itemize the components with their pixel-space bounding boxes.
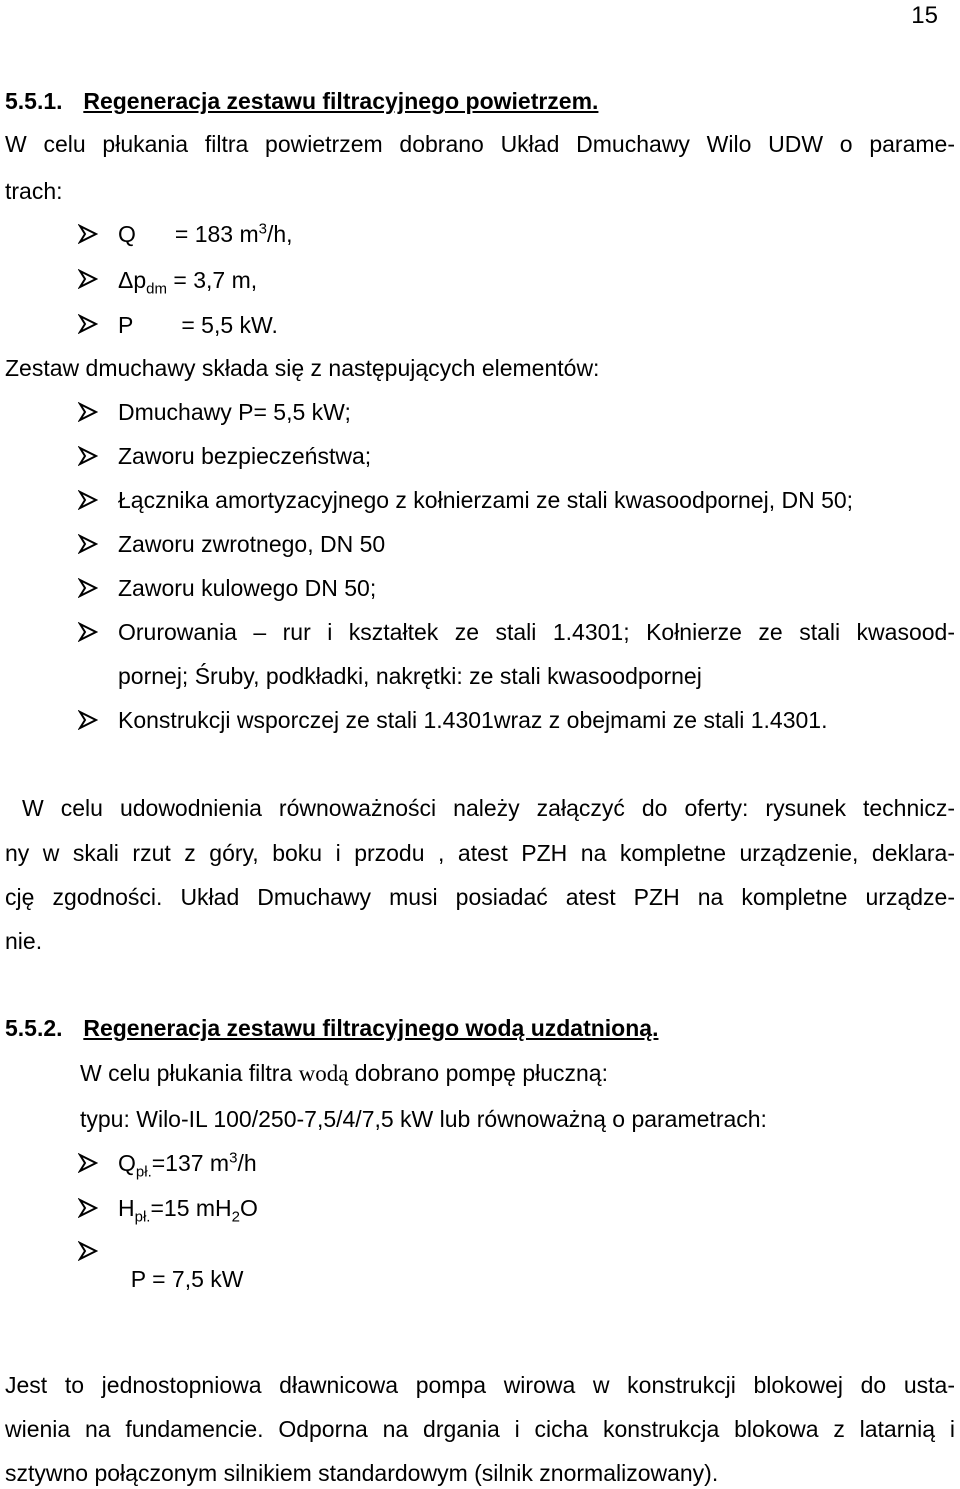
arrow-bullet-icon [78,402,98,422]
section-heading [5,87,598,115]
arrow-bullet-icon [78,446,98,466]
arrow-bullet-icon [78,1241,98,1261]
paragraph-line: nie. [5,928,43,954]
section-number: 5.5.1. [5,88,63,114]
param-q: Q = 183 $m^3/h$, [118,220,293,247]
paragraph-line: Jest to jednostopniowa dławnicowa pompa wirowa w konstrukcji blokowej do usta- [5,1372,955,1398]
list-item: Konstrukcji wsporczej ze stali 1.4301wraz z obejmami ze stali 1.4301. [118,707,828,733]
intro-line: trach: [5,178,63,204]
arrow-bullet-icon [78,1198,98,1218]
arrow-bullet-icon [78,578,98,598]
list-item: Dmuchawy P= 5,5 kW; [118,399,351,425]
list-item: Łącznika amortyzacyjnego z kołnierzami ze stali kwasoodpornej, DN 50; [118,487,854,513]
param-p: P = 7,5 kW [130,1266,244,1292]
intro-line: W celu płukania filtra powietrzem dobrano Układ Dmuchawy Wilo UDW o parame- [5,131,955,157]
section-heading [5,1014,658,1042]
list-item: Zaworu zwrotnego, DN 50 [118,531,386,557]
param-h: $H_{pł.}=15$ $mH_2O$ [118,1195,258,1226]
arrow-bullet-icon [78,224,98,244]
param-p: P = 5,5 kW. [118,312,278,338]
section-title: Regeneracja zestawu filtracyjnego powietrzem. [83,88,599,114]
page-number: 15 [911,2,938,29]
list-item: Zaworu kulowego DN 50; [118,575,377,601]
section-number: 5.5.2. [5,1015,63,1041]
arrow-bullet-icon [78,490,98,510]
section-title: Regeneracja zestawu filtracyjnego wodą uzdatnioną. [83,1015,659,1041]
arrow-bullet-icon [78,534,98,554]
list-item: Zaworu bezpieczeństwa; [118,443,372,469]
arrow-bullet-icon [78,269,98,289]
param-dp: $\Delta p_{dm} = 3,7$ m, [118,267,258,298]
components-intro: Zestaw dmuchawy składa się z następujących elementów: [5,355,600,381]
arrow-bullet-icon [78,622,98,642]
pump-type-line: typu: Wilo-IL 100/250-7,5/4/7,5 kW lub równoważną o parametrach: [80,1106,767,1132]
list-item-continuation: pornej; Śruby, podkładki, nakrętki: ze stali kwasoodpornej [118,663,702,689]
arrow-bullet-icon [78,314,98,334]
paragraph-line: sztywno połączonym silnikiem standardowym (silnik znormalizowany). [5,1460,719,1486]
paragraph-line: W celu udowodnienia równoważności należy załączyć do oferty: rysunek technicz- [5,795,955,821]
paragraph-line: ny w skali rzut z góry, boku i przodu , atest PZH na kompletne urządzenie, deklara- [5,840,955,866]
intro-line: W celu płukania filtra wodą dobrano pompę płuczną: [80,1060,608,1086]
list-item: Orurowania – rur i kształtek ze stali 1.4301; Kołnierze ze stali kwasood- [118,619,955,645]
paragraph-line: wienia na fundamencie. Odporna na drgania i cicha konstrukcja blokowa z latarnią i [5,1416,955,1442]
paragraph-line: cję zgodności. Układ Dmuchawy musi posiadać atest PZH na kompletne urządze- [5,884,955,910]
arrow-bullet-icon [78,1153,98,1173]
arrow-bullet-icon [78,710,98,730]
param-q: $Q_{pł.}=137$ $m^3/h$ [118,1149,257,1181]
